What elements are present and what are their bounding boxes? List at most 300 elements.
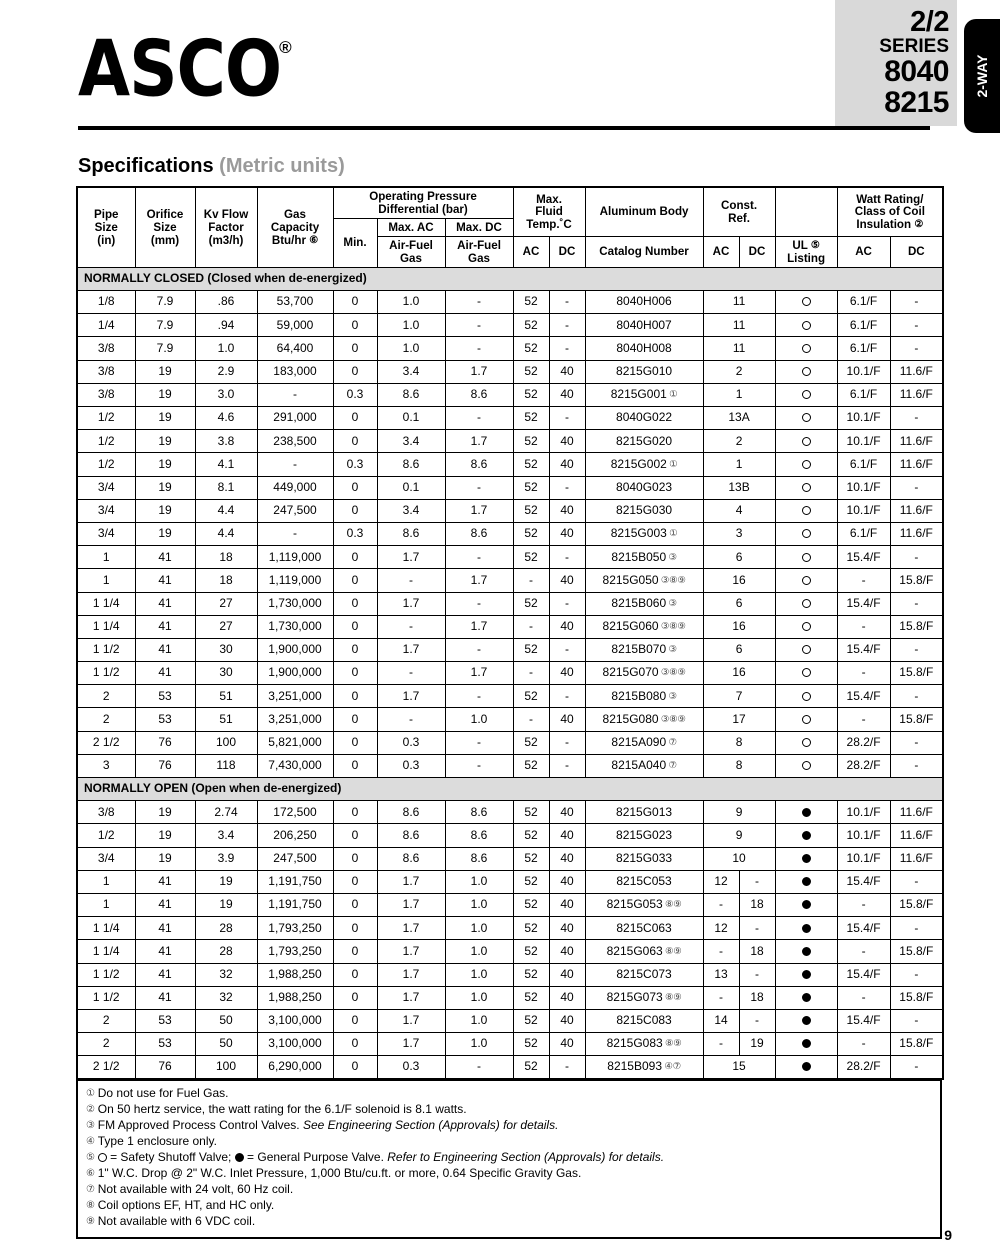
cell-max-dc: 8.6 [445, 383, 513, 406]
cell-max-ac: 1.7 [377, 1009, 445, 1032]
cell-max-dc: 1.7 [445, 360, 513, 383]
cell-max-dc: - [445, 592, 513, 615]
cell-kv-flow-factor: 1.0 [195, 337, 257, 360]
cell-pipe-size: 3 [77, 754, 135, 777]
col-const-ac [703, 236, 739, 267]
cell-watt-dc: 15.8/F [890, 1033, 943, 1056]
pipe-size-line2: Size [94, 220, 118, 234]
cell-max-dc: 1.0 [445, 1033, 513, 1056]
cell-gas-capacity: 1,900,000 [257, 638, 333, 661]
cell-gas-capacity: 5,821,000 [257, 731, 333, 754]
cell-ul-listing [775, 499, 837, 522]
cell-max-ac: 0.3 [377, 1056, 445, 1079]
cell-min-pressure: 0 [333, 986, 377, 1009]
cell-catalog-number [585, 522, 703, 545]
catalog-number-value: 8215G080 [602, 711, 659, 726]
cell-temp-dc: 40 [549, 986, 585, 1009]
cell-kv-flow-factor: 8.1 [195, 476, 257, 499]
cell-catalog-number [585, 917, 703, 940]
cell-ul-listing [775, 685, 837, 708]
table-row [77, 546, 943, 569]
cell-pipe-size: 1/2 [77, 453, 135, 476]
cell-min-pressure: 0 [333, 615, 377, 638]
cell-const-ref-dc: 19 [739, 1033, 775, 1056]
cell-const-ref-ac: 14 [703, 1009, 739, 1032]
footnote-item [86, 1198, 932, 1214]
cell-max-ac: 8.6 [377, 824, 445, 847]
cell-max-ac: 1.7 [377, 638, 445, 661]
col-watt-rating-group [837, 187, 943, 236]
cell-watt-dc: - [890, 754, 943, 777]
cell-orifice-size: 41 [135, 615, 195, 638]
cell-max-dc: 1.0 [445, 893, 513, 916]
cell-temp-ac: 52 [513, 801, 549, 824]
footnote-item [86, 1182, 932, 1198]
col-ul-listing [775, 236, 837, 267]
cell-catalog-number [585, 499, 703, 522]
catalog-number-value: 8215G063 [606, 943, 663, 958]
kv-line3: (m3/h) [208, 233, 244, 247]
watt-line3 [839, 218, 942, 231]
cell-const-ref-ac: - [703, 1033, 739, 1056]
cell-ul-listing [775, 522, 837, 545]
footnote-marker: ② [86, 1103, 98, 1115]
cell-watt-dc: 11.6/F [890, 847, 943, 870]
cell-temp-ac: 52 [513, 522, 549, 545]
max-ac-label: Max. AC [388, 220, 434, 234]
footnote-italic-text: Refer to Engineering Section (Approvals) for details. [387, 1149, 665, 1164]
cell-gas-capacity: 64,400 [257, 337, 333, 360]
catalog-number-value: 8215C073 [616, 966, 672, 981]
footnote-marker: ⑧ [86, 1199, 98, 1211]
cell-max-dc: 1.7 [445, 569, 513, 592]
cell-pipe-size: 1/8 [77, 291, 135, 314]
cell-min-pressure: 0 [333, 314, 377, 337]
cell-orifice-size: 19 [135, 360, 195, 383]
cell-max-dc: 1.0 [445, 870, 513, 893]
cell-max-ac: 1.7 [377, 986, 445, 1009]
cell-ul-listing [775, 940, 837, 963]
cell-max-ac: 1.7 [377, 893, 445, 916]
catalog-footnote-markers: ⑧⑨ [662, 991, 682, 1003]
cell-temp-ac: 52 [513, 1033, 549, 1056]
cell-gas-capacity: 1,191,750 [257, 870, 333, 893]
cell-max-dc: - [445, 731, 513, 754]
cell-watt-ac: 10.1/F [837, 801, 890, 824]
cell-watt-dc: - [890, 546, 943, 569]
general-purpose-valve-icon [802, 1039, 811, 1048]
cell-catalog-number [585, 615, 703, 638]
cell-ul-listing [775, 337, 837, 360]
general-purpose-valve-icon [802, 900, 811, 909]
cell-watt-ac: 10.1/F [837, 476, 890, 499]
cell-max-ac: 3.4 [377, 360, 445, 383]
table-row [77, 522, 943, 545]
cell-pipe-size: 2 [77, 708, 135, 731]
cell-const-ref-dc: - [739, 1009, 775, 1032]
catalog-number-value: 8215C063 [616, 920, 672, 935]
table-row [77, 453, 943, 476]
cell-ul-listing [775, 453, 837, 476]
cell-min-pressure: 0 [333, 476, 377, 499]
cell-temp-ac: 52 [513, 546, 549, 569]
cell-ul-listing [775, 430, 837, 453]
footnote-marker: ④ [86, 1135, 98, 1147]
catalog-number-value: 8215G050 [602, 572, 659, 587]
cell-gas-capacity: 1,793,250 [257, 917, 333, 940]
cell-max-dc: - [445, 546, 513, 569]
cell-max-ac: 1.7 [377, 685, 445, 708]
header-row-1 [77, 187, 943, 218]
catalog-footnote-markers: ⑦ [666, 736, 677, 748]
safety-shutoff-valve-icon [802, 599, 811, 608]
cell-kv-flow-factor: 32 [195, 986, 257, 1009]
cell-min-pressure: 0 [333, 893, 377, 916]
cell-watt-ac: - [837, 986, 890, 1009]
cell-orifice-size: 19 [135, 847, 195, 870]
cell-max-dc: - [445, 407, 513, 430]
cell-const-ref: 4 [703, 499, 775, 522]
header-divider [78, 126, 930, 130]
ul-label: UL [792, 238, 808, 252]
cell-min-pressure: 0 [333, 754, 377, 777]
cell-watt-dc: 15.8/F [890, 893, 943, 916]
cell-watt-dc: 11.6/F [890, 383, 943, 406]
orifice-line1: Orifice [146, 207, 184, 221]
cell-kv-flow-factor: 4.6 [195, 407, 257, 430]
cell-ul-listing [775, 407, 837, 430]
safety-shutoff-valve-icon [802, 437, 811, 446]
cell-temp-ac: 52 [513, 499, 549, 522]
cell-watt-ac: 10.1/F [837, 847, 890, 870]
cell-pipe-size: 1 1/4 [77, 615, 135, 638]
cell-max-dc: - [445, 291, 513, 314]
cell-gas-capacity: 3,100,000 [257, 1009, 333, 1032]
col-operating-pressure-group [333, 187, 513, 218]
cell-pipe-size: 3/8 [77, 383, 135, 406]
catalog-number-value: 8215G013 [616, 804, 673, 819]
cell-const-ref-ac: 12 [703, 870, 739, 893]
cell-watt-ac: 6.1/F [837, 291, 890, 314]
cell-pipe-size: 2 [77, 1009, 135, 1032]
catalog-number-value: 8215G001 [610, 387, 667, 402]
cell-temp-dc: 40 [549, 1009, 585, 1032]
safety-shutoff-valve-icon [802, 506, 811, 515]
cell-const-ref: 13A [703, 407, 775, 430]
table-row [77, 893, 943, 916]
cell-max-ac: - [377, 662, 445, 685]
cell-const-ref: 10 [703, 847, 775, 870]
catalog-footnote-markers: ④⑦ [662, 1061, 681, 1073]
gas-units: Btu/hr [271, 233, 306, 247]
catalog-number-value: 8215G030 [616, 503, 673, 518]
cell-gas-capacity: 449,000 [257, 476, 333, 499]
general-purpose-valve-icon [802, 877, 811, 886]
cell-gas-capacity: 1,119,000 [257, 569, 333, 592]
col-max-ac-airfuel [377, 236, 445, 267]
cell-gas-capacity: 3,251,000 [257, 708, 333, 731]
cell-kv-flow-factor: 51 [195, 685, 257, 708]
general-purpose-valve-icon [802, 970, 811, 979]
cell-watt-ac: - [837, 1033, 890, 1056]
cell-ul-listing [775, 1056, 837, 1079]
cell-min-pressure: 0 [333, 824, 377, 847]
cell-max-ac: 1.0 [377, 337, 445, 360]
cell-temp-dc: 40 [549, 453, 585, 476]
page-title-main: Specifications [78, 155, 214, 177]
cell-const-ref: 9 [703, 801, 775, 824]
footnote-marker: ③ [86, 1119, 98, 1131]
cell-max-ac: 1.7 [377, 1033, 445, 1056]
cell-catalog-number [585, 314, 703, 337]
cell-max-dc: 1.7 [445, 430, 513, 453]
cell-catalog-number [585, 940, 703, 963]
safety-shutoff-valve-icon [802, 553, 811, 562]
cell-ul-listing [775, 731, 837, 754]
cell-watt-ac: 10.1/F [837, 824, 890, 847]
cell-min-pressure: 0 [333, 847, 377, 870]
pipe-size-line1: Pipe [94, 207, 119, 221]
cell-orifice-size: 41 [135, 569, 195, 592]
badge-valve-type: 2/2 [910, 6, 949, 38]
ul-footnote-marker: ⑤ [810, 239, 820, 251]
catalog-number-value: 8215G003 [610, 526, 667, 541]
cell-min-pressure: 0 [333, 1056, 377, 1079]
catalog-number-value: 8215G073 [606, 990, 663, 1005]
side-tab-2-way [964, 19, 1000, 133]
cell-max-ac: 1.7 [377, 592, 445, 615]
general-purpose-valve-icon [802, 993, 811, 1002]
table-row [77, 940, 943, 963]
cell-temp-ac: 52 [513, 638, 549, 661]
catalog-number-value: 8215B060 [611, 595, 667, 610]
catalog-footnote-markers: ① [666, 458, 678, 470]
cell-orifice-size: 7.9 [135, 291, 195, 314]
cell-temp-dc: - [549, 731, 585, 754]
cell-watt-dc: - [890, 337, 943, 360]
cell-gas-capacity: 1,119,000 [257, 546, 333, 569]
footnote-item [86, 1150, 932, 1166]
catalog-number-value: 8215A090 [611, 735, 667, 750]
cell-temp-dc: 40 [549, 383, 585, 406]
cell-orifice-size: 76 [135, 1056, 195, 1079]
cell-min-pressure: 0 [333, 801, 377, 824]
cell-kv-flow-factor: 118 [195, 754, 257, 777]
cell-gas-capacity: 6,290,000 [257, 1056, 333, 1079]
cell-temp-ac: 52 [513, 407, 549, 430]
general-purpose-valve-icon [235, 1153, 244, 1162]
cell-catalog-number [585, 662, 703, 685]
maxfluid-line2: Fluid [535, 205, 563, 219]
cell-ul-listing [775, 754, 837, 777]
gas-line2: Capacity [270, 220, 320, 234]
cell-watt-dc: - [890, 592, 943, 615]
cell-gas-capacity: 1,900,000 [257, 662, 333, 685]
safety-shutoff-valve-icon [802, 460, 811, 469]
col-watt-dc [890, 236, 943, 267]
cell-watt-dc: 15.8/F [890, 708, 943, 731]
cell-orifice-size: 76 [135, 731, 195, 754]
table-row [77, 430, 943, 453]
cell-watt-dc: - [890, 917, 943, 940]
cell-pipe-size: 1 [77, 870, 135, 893]
catalog-number-value: 8215G020 [616, 433, 673, 448]
cell-const-ref: 6 [703, 546, 775, 569]
watt-dc-label: DC [907, 245, 925, 259]
cell-ul-listing [775, 708, 837, 731]
cell-max-ac: 3.4 [377, 499, 445, 522]
cell-orifice-size: 7.9 [135, 337, 195, 360]
cell-watt-ac: 28.2/F [837, 754, 890, 777]
cell-kv-flow-factor: .94 [195, 314, 257, 337]
catalog-number-value: 8215G060 [602, 619, 659, 634]
table-row [77, 824, 943, 847]
cell-kv-flow-factor: 3.0 [195, 383, 257, 406]
asco-logo [78, 23, 292, 115]
table-row [77, 592, 943, 615]
cell-watt-dc: - [890, 407, 943, 430]
badge-series-label: SERIES [879, 36, 949, 57]
catalog-number-value: 8040G023 [616, 479, 673, 494]
catalog-number-value: 8040H008 [616, 340, 672, 355]
catalog-footnote-markers: ⑦ [666, 760, 677, 772]
cell-pipe-size: 1 1/4 [77, 592, 135, 615]
cell-max-dc: - [445, 638, 513, 661]
cell-temp-ac: - [513, 615, 549, 638]
table-row [77, 708, 943, 731]
aluminum-body-label: Aluminum Body [599, 205, 689, 219]
table-section-header [77, 267, 943, 290]
cell-orifice-size: 41 [135, 592, 195, 615]
cell-max-dc: - [445, 1056, 513, 1079]
footnote-item [86, 1166, 932, 1182]
cell-min-pressure: 0 [333, 731, 377, 754]
general-purpose-valve-icon [802, 947, 811, 956]
cell-temp-ac: 52 [513, 360, 549, 383]
section-label: NORMALLY OPEN (Open when de-energized) [77, 778, 943, 801]
footnote-item [86, 1118, 932, 1134]
cell-min-pressure: 0.3 [333, 522, 377, 545]
cell-max-ac: 8.6 [377, 847, 445, 870]
cell-max-ac: 3.4 [377, 430, 445, 453]
cell-pipe-size: 3/8 [77, 801, 135, 824]
cell-const-ref: 16 [703, 569, 775, 592]
cell-gas-capacity: 238,500 [257, 430, 333, 453]
cell-orifice-size: 41 [135, 662, 195, 685]
footnote-item [86, 1086, 932, 1102]
cell-min-pressure: 0 [333, 940, 377, 963]
cell-watt-ac: 10.1/F [837, 360, 890, 383]
cell-kv-flow-factor: 19 [195, 870, 257, 893]
page-title-units: (Metric units) [219, 155, 345, 177]
cell-gas-capacity: - [257, 522, 333, 545]
cell-orifice-size: 53 [135, 685, 195, 708]
cell-catalog-number [585, 963, 703, 986]
cell-ul-listing [775, 592, 837, 615]
cell-temp-ac: 52 [513, 314, 549, 337]
cell-watt-dc: - [890, 638, 943, 661]
cell-pipe-size: 1 1/2 [77, 963, 135, 986]
orifice-line2: Size [153, 220, 177, 234]
kv-line2: Factor [208, 220, 244, 234]
safety-shutoff-valve-icon [802, 344, 811, 353]
general-purpose-valve-icon [802, 831, 811, 840]
cell-pipe-size: 2 1/2 [77, 731, 135, 754]
cell-watt-dc: 11.6/F [890, 522, 943, 545]
footnote-marker: ⑨ [86, 1215, 98, 1227]
page-title [78, 155, 345, 178]
cell-orifice-size: 19 [135, 430, 195, 453]
cell-gas-capacity: 1,730,000 [257, 592, 333, 615]
cell-temp-dc: 40 [549, 615, 585, 638]
cell-orifice-size: 53 [135, 708, 195, 731]
cell-catalog-number [585, 407, 703, 430]
cell-gas-capacity: 183,000 [257, 360, 333, 383]
cell-ul-listing [775, 986, 837, 1009]
cell-watt-ac: 15.4/F [837, 917, 890, 940]
cell-temp-dc: - [549, 546, 585, 569]
footnote-item [86, 1214, 932, 1230]
opd-line1: Operating Pressure [369, 190, 477, 203]
safety-shutoff-valve-icon [802, 367, 811, 376]
orifice-line3: (mm) [150, 233, 180, 247]
col-temp-ac [513, 236, 549, 267]
cell-watt-ac: 10.1/F [837, 499, 890, 522]
cell-gas-capacity: 3,251,000 [257, 685, 333, 708]
cell-ul-listing [775, 893, 837, 916]
cell-max-ac: 8.6 [377, 383, 445, 406]
cell-catalog-number [585, 1009, 703, 1032]
cell-kv-flow-factor: 100 [195, 1056, 257, 1079]
cell-gas-capacity: 1,988,250 [257, 963, 333, 986]
maxfluid-line3: Temp.˚C [526, 218, 572, 232]
cell-catalog-number [585, 592, 703, 615]
cell-temp-dc: 40 [549, 499, 585, 522]
cell-pipe-size: 3/4 [77, 476, 135, 499]
table-row [77, 383, 943, 406]
cell-max-dc: 8.6 [445, 801, 513, 824]
col-min-pressure [333, 218, 377, 267]
cell-catalog-number [585, 1033, 703, 1056]
cell-gas-capacity: 3,100,000 [257, 1033, 333, 1056]
cell-min-pressure: 0 [333, 1033, 377, 1056]
cell-temp-dc: 40 [549, 940, 585, 963]
catalog-number-value: 8215G053 [606, 897, 663, 912]
footnotes-box [76, 1080, 942, 1239]
cell-catalog-number [585, 638, 703, 661]
cell-watt-ac: 10.1/F [837, 430, 890, 453]
safety-shutoff-valve-icon [802, 321, 811, 330]
footnote-text: Not available with 24 volt, 60 Hz coil. [97, 1181, 294, 1196]
cell-temp-dc: 40 [549, 569, 585, 592]
cell-gas-capacity: 1,730,000 [257, 615, 333, 638]
cell-kv-flow-factor: 28 [195, 940, 257, 963]
cell-temp-dc: 40 [549, 824, 585, 847]
cell-const-ref-dc: - [739, 917, 775, 940]
cell-ul-listing [775, 870, 837, 893]
cell-watt-ac: 15.4/F [837, 638, 890, 661]
table-row [77, 1009, 943, 1032]
cell-temp-dc: - [549, 638, 585, 661]
cell-max-dc: - [445, 754, 513, 777]
cell-min-pressure: 0 [333, 708, 377, 731]
cell-max-ac: 0.1 [377, 476, 445, 499]
cell-catalog-number [585, 1056, 703, 1079]
cell-temp-ac: - [513, 708, 549, 731]
cell-kv-flow-factor: 4.4 [195, 522, 257, 545]
page-header [0, 0, 1000, 133]
footnote-item [86, 1134, 932, 1150]
